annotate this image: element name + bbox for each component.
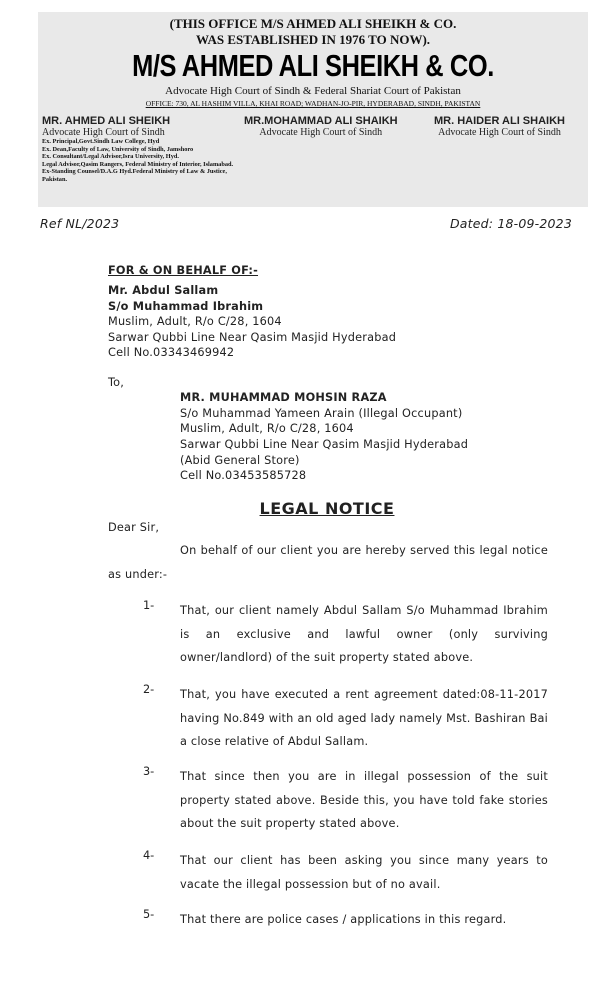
point-number: 4-: [143, 849, 155, 862]
client-parentage: S/o Muhammad Ibrahim: [108, 300, 264, 313]
partner-title: Advocate High Court of Sindh: [42, 127, 165, 138]
partner-name: MR.MOHAMMAD ALI SHAIKH: [244, 115, 398, 127]
partner-detail: Ex. Principal,Govt.Sindh Law College, Hyd: [42, 138, 160, 145]
partner-title: Advocate High Court of Sindh: [259, 127, 383, 138]
client-address: Muslim, Adult, R/o C/28, 1604: [108, 315, 282, 328]
client-name: Mr. Abdul Sallam: [108, 284, 219, 297]
point-number: 5-: [143, 908, 155, 921]
established-line-1: (THIS OFFICE M/S AHMED ALI SHEIKH & CO.: [169, 16, 457, 31]
point-text: That, you have executed a rent agreement dated:08-11-2017 having No.849 with an old aged lady namely Mst. Bashiran Bai a close relative of Abdul Sallam.: [180, 688, 548, 748]
partner-detail: Legal Advisor,Qasim Rangers, Federal Ministry of Interior, Islamabad.: [42, 160, 234, 168]
recipient-parentage: S/o Muhammad Yameen Arain (Illegal Occupant): [180, 407, 463, 420]
recipient-address: (Abid General Store): [180, 454, 300, 467]
partner-detail: Ex-Standing Counsel/D.A.G Hyd.Federal Ministry of Law & Justice, Pakistan.: [42, 168, 227, 183]
partner-3: [434, 115, 565, 138]
date: Dated: 18-09-2023: [449, 216, 572, 231]
court-line: Advocate High Court of Sindh & Federal Shariat Court of Pakistan: [165, 85, 461, 97]
letterhead: [38, 12, 588, 207]
partner-detail: Ex. Consultant/Legal Advisor,Isra University, Hyd.: [42, 153, 179, 160]
recipient-address: Sarwar Qubbi Line Near Qasim Masjid Hyderabad: [180, 438, 469, 451]
on-behalf-heading: FOR & ON BEHALF OF:-: [108, 264, 259, 277]
partner-detail: Ex. Dean,Faculty of Law, University of Sindh, Jamshoro: [42, 145, 194, 153]
reference-number: Ref NL/2023: [40, 216, 120, 231]
client-address: Sarwar Qubbi Line Near Qasim Masjid Hyderabad: [108, 331, 397, 344]
partner-name: MR. HAIDER ALI SHAIKH: [434, 115, 565, 127]
point-number: 3-: [143, 765, 155, 778]
partner-2: [244, 115, 398, 138]
point-text: That since then you are in illegal possession of the suit property stated above. Beside this, you have told fake stories about the suit property stated above.: [180, 770, 548, 830]
office-address: OFFICE: 730, AL HASHIM VILLA, KHAI ROAD; WADHAN-JO-PIR, HYDERABAD, SINDH, PAKISTAN: [145, 99, 481, 108]
recipient-address: Muslim, Adult, R/o C/28, 1604: [180, 422, 354, 435]
client-cell: Cell No.03343469942: [108, 346, 235, 359]
point-number: 1-: [143, 599, 155, 612]
notice-title: LEGAL NOTICE: [259, 499, 395, 518]
partner-name: MR. AHMED ALI SHEIKH: [42, 115, 171, 127]
point-number: 2-: [143, 683, 155, 696]
point-text: That there are police cases / applications in this regard.: [180, 913, 507, 926]
partner-title: Advocate High Court of Sindh: [438, 127, 561, 138]
firm-name: M/S AHMED ALI SHEIKH & CO.: [132, 48, 494, 83]
salutation: Dear Sir,: [108, 521, 160, 534]
established-line-2: WAS ESTABLISHED IN 1976 TO NOW).: [195, 32, 431, 47]
intro-paragraph: On behalf of our client you are hereby served this legal notice as under:-: [108, 544, 548, 581]
partner-1: [42, 115, 252, 183]
recipient-cell: Cell No.03453585728: [180, 469, 307, 482]
recipient-name: MR. MUHAMMAD MOHSIN RAZA: [180, 391, 387, 404]
point-text: That, our client namely Abdul Sallam S/o Muhammad Ibrahim is an exclusive and lawful owner (only surviving owner/landlord) of the suit property stated above.: [180, 604, 548, 664]
to-label: To,: [108, 376, 125, 389]
point-text: That our client has been asking you since many years to vacate the illegal possession but of no avail.: [180, 854, 548, 891]
